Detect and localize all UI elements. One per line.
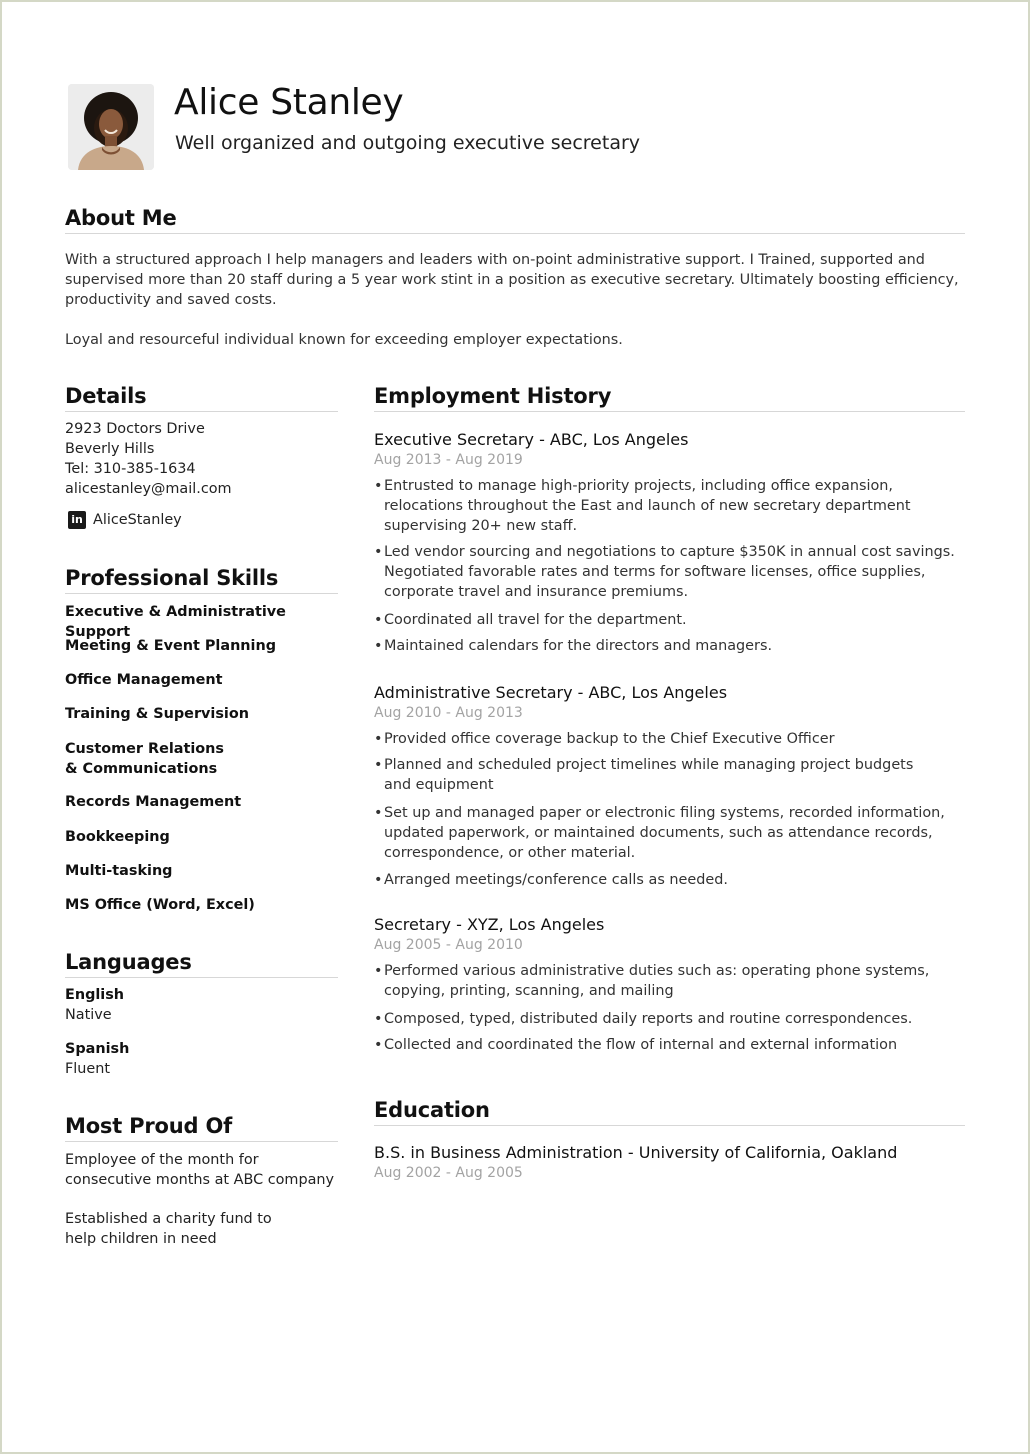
- proud-item: Established a charity fund to help children in need: [65, 1211, 272, 1247]
- about-paragraph-1: With a structured approach I help managers and leaders with on-point administrative support. I Trained, supported and supervised more than 20 staff during a 5 year work stint in a position as executive secretary. Ultimately boosting efficiency, productivity and saved costs.: [65, 252, 959, 308]
- language-name: Spanish: [65, 1041, 130, 1057]
- linkedin-icon: in: [68, 511, 86, 529]
- job-bullet: • Entrusted to manage high-priority projects, including office expansion, relocations throughout the East and launch of new secretary department supervising 20+ new staff.: [374, 476, 969, 536]
- job-bullet: • Collected and coordinated the flow of internal and external information: [374, 1035, 969, 1055]
- languages-title: Languages: [65, 950, 192, 974]
- proud-divider: [65, 1141, 338, 1142]
- job-title: Executive Secretary - ABC, Los Angeles: [374, 430, 689, 449]
- job-bullet-text: Maintained calendars for the directors and managers.: [384, 638, 773, 654]
- portrait-image: [68, 84, 154, 170]
- skill-item: Bookkeeping: [65, 829, 170, 845]
- job-bullet: • Coordinated all travel for the department.: [374, 610, 969, 630]
- about-paragraph-2: Loyal and resourceful individual known for exceeding employer expectations.: [65, 332, 623, 348]
- language-level: Native: [65, 1007, 112, 1023]
- job-bullet-text: Provided office coverage backup to the Chief Executive Officer: [384, 731, 835, 747]
- education-title: Education: [374, 1098, 490, 1122]
- language-level: Fluent: [65, 1061, 111, 1077]
- job-bullet-text: Led vendor sourcing and negotiations to capture $350K in annual cost savings. Negotiated favorable rates and terms for software licenses, office supplies, corporate travel and insurance premiums.: [384, 544, 955, 600]
- skills-title: Professional Skills: [65, 566, 279, 590]
- skill-item: Training & Supervision: [65, 706, 249, 722]
- job-bullet: • Set up and managed paper or electronic filing systems, recorded information, updated paperwork, or maintained documents, such as attendance records, correspondence, or other material.: [374, 803, 969, 863]
- job-title: Administrative Secretary - ABC, Los Angeles: [374, 683, 728, 702]
- job-bullet: • Led vendor sourcing and negotiations to capture $350K in annual cost savings. Negotiated favorable rates and terms for software licenses, office supplies, corporate travel and insurance premiums.: [374, 542, 969, 602]
- details-title: Details: [65, 384, 147, 408]
- job-dates: Aug 2010 - Aug 2013: [374, 705, 523, 721]
- skill-item: Multi-tasking: [65, 863, 173, 879]
- job-bullet-text: Performed various administrative duties such as: operating phone systems, copying, printing, scanning, and mailing: [384, 963, 930, 999]
- skill-item: Records Management: [65, 794, 242, 810]
- job-dates: Aug 2005 - Aug 2010: [374, 937, 523, 953]
- job-bullet-text: Composed, typed, distributed daily reports and routine correspondences.: [384, 1011, 913, 1027]
- job-bullet-text: Planned and scheduled project timelines while managing project budgets and equipment: [384, 757, 914, 793]
- skill-item: Office Management: [65, 672, 223, 688]
- address-line-1: 2923 Doctors Drive: [65, 421, 205, 437]
- job-bullet: • Planned and scheduled project timelines while managing project budgets and equipment: [374, 755, 919, 795]
- job-title: Secretary - XYZ, Los Angeles: [374, 915, 605, 934]
- degree-title: B.S. in Business Administration - University of California, Oakland: [374, 1143, 898, 1162]
- job-bullet-text: Coordinated all travel for the department.: [384, 612, 687, 628]
- education-divider: [374, 1125, 965, 1126]
- job-bullet-text: Entrusted to manage high-priority projects, including office expansion, relocations throughout the East and launch of new secretary department supervising 20+ new staff.: [384, 478, 911, 534]
- address-line-2: Beverly Hills: [65, 441, 155, 457]
- about-title: About Me: [65, 206, 177, 230]
- employment-divider: [374, 411, 965, 412]
- details-divider: [65, 411, 338, 412]
- about-divider: [65, 233, 965, 234]
- skills-divider: [65, 593, 338, 594]
- job-bullet: • Arranged meetings/conference calls as needed.: [374, 870, 969, 890]
- candidate-tagline: Well organized and outgoing executive secretary: [175, 132, 641, 154]
- job-bullet-text: Collected and coordinated the flow of internal and external information: [384, 1037, 898, 1053]
- job-bullet-text: Arranged meetings/conference calls as needed.: [384, 872, 728, 888]
- degree-dates: Aug 2002 - Aug 2005: [374, 1165, 523, 1181]
- job-bullet: • Provided office coverage backup to the Chief Executive Officer: [374, 729, 969, 749]
- skill-item: Customer Relations & Communications: [65, 741, 224, 777]
- phone-number: Tel: 310-385-1634: [65, 461, 196, 477]
- job-bullet-text: Set up and managed paper or electronic filing systems, recorded information, updated paperwork, or maintained documents, such as attendance records, correspondence, or other material.: [384, 805, 945, 861]
- proud-item: Employee of the month for consecutive months at ABC company: [65, 1152, 335, 1188]
- languages-divider: [65, 977, 338, 978]
- job-dates: Aug 2013 - Aug 2019: [374, 452, 523, 468]
- email-address: alicestanley@mail.com: [65, 481, 232, 497]
- skill-item: Executive & Administrative Support: [65, 604, 286, 640]
- skill-item: Meeting & Event Planning: [65, 638, 277, 654]
- job-bullet: • Maintained calendars for the directors and managers.: [374, 636, 969, 656]
- candidate-name: Alice Stanley: [174, 82, 404, 123]
- language-name: English: [65, 987, 125, 1003]
- job-bullet: • Composed, typed, distributed daily reports and routine correspondences.: [374, 1009, 969, 1029]
- skill-item: MS Office (Word, Excel): [65, 897, 255, 913]
- proud-title: Most Proud Of: [65, 1114, 233, 1138]
- linkedin-handle[interactable]: AliceStanley: [93, 512, 182, 528]
- employment-title: Employment History: [374, 384, 612, 408]
- job-bullet: • Performed various administrative duties such as: operating phone systems, copying, printing, scanning, and mailing: [374, 961, 969, 1001]
- profile-photo: [68, 84, 154, 170]
